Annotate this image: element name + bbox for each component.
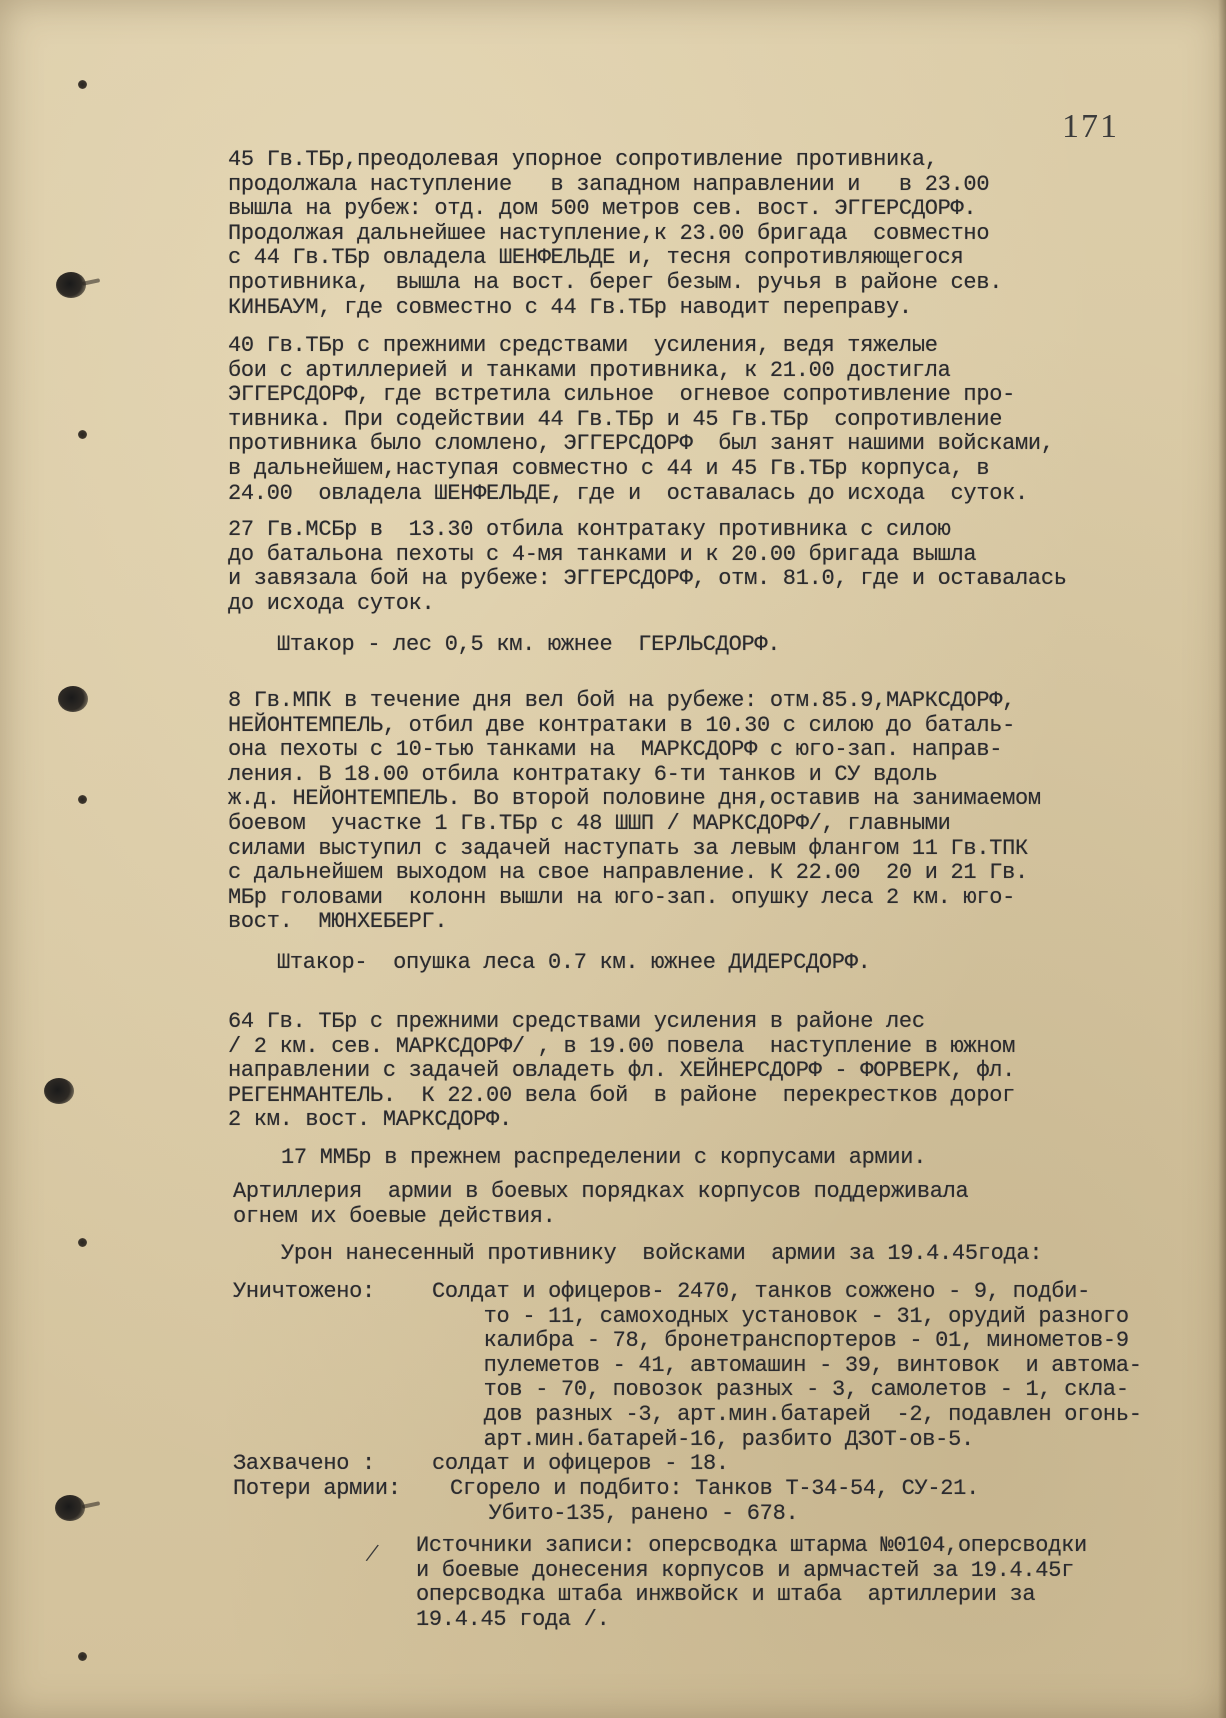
binder-hole (78, 795, 87, 804)
captured-text: солдат и офицеров - 18. (432, 1451, 729, 1476)
paragraph-artillery: Артиллерия армии в боевых порядках корпусов поддерживала огнем их боевые действия. (233, 1179, 969, 1229)
binder-hole (78, 1652, 87, 1661)
losses-label: Потери армии: (233, 1476, 401, 1501)
paragraph-shtakor-2: Штакор- опушка леса 0.7 км. южнее ДИДЕРСДОРФ. (277, 950, 871, 975)
binder-hole (56, 272, 86, 298)
destroyed-text: Солдат и офицеров- 2470, танков сожжено - 9, подби- то - 11, самоходных установок - 31, орудий разного калибра - 78, бронетранспортеров - 01, минометов-9 пулеметов - 41, автомашин - 39, винтовок и автома- тов - 70, повозок разных - 3, самолетов - 1, скла- дов разных -3, арт.мин.батарей -2, подавлен огонь- арт.мин.батарей-16, разбито ДЗОТ-ов-5. (432, 1279, 1142, 1452)
binder-hole (78, 80, 87, 89)
binder-hole (78, 430, 87, 439)
paper-tear (82, 1501, 100, 1509)
binder-hole (44, 1078, 74, 1104)
binder-hole (78, 1238, 87, 1247)
paragraph-27-gv-msbr: 27 Гв.МСБр в 13.30 отбила контратаку противника с силою до батальона пехоты с 4-мя танками и к 20.00 бригада вышла и завязала бой на рубеже: ЭГГЕРСДОРФ, отм. 81.0, где и оставалась до исхода суток. (228, 517, 1067, 616)
paragraph-64-gv-tbr: 64 Гв. ТБр с прежними средствами усиления в районе лес / 2 км. сев. МАРКСДОРФ/ , в 19.00 повела наступление в южном направлении с задачей овладеть фл. ХЕЙНЕРСДОРФ - ФОРВЕРК, фл. РЕГЕНМАНТЕЛЬ. К 22.00 вела бой в районе перекрестков дорог 2 км. вост. МАРКСДОРФ. (228, 1009, 1016, 1133)
binder-hole (58, 686, 88, 712)
paragraph-losses-header: Урон нанесенный противнику войсками армии за 19.4.45года: (281, 1241, 1043, 1266)
binder-hole (55, 1495, 85, 1521)
page-edge-shadow (1218, 0, 1226, 1718)
sources-note: Источники записи: оперсводка штарма №0104,оперсводки и боевые донесения корпусов и армчастей за 19.4.45г оперсводка штаба инжвойск и штаба артиллерии за 19.4.45 года /. (416, 1533, 1087, 1632)
paragraph-40-gv-tbr: 40 Гв.ТБр с прежними средствами усиления, ведя тяжелые бои с артиллерией и танками противника, к 21.00 достигла ЭГГЕРСДОРФ, где встретила сильное огневое сопротивление про- тивника. При содействии 44 Гв.ТБр и 45 Гв.ТБр сопротивление противника было сломлено, ЭГГЕРСДОРФ был занят нашими войсками, в дальнейшем,наступая совместно с 44 и 45 Гв.ТБр корпуса, в 24.00 овладела ШЕНФЕЛЬДЕ, где и оставалась до исхода суток. (228, 333, 1054, 506)
margin-mark: / (363, 1537, 381, 1570)
paragraph-8-gv-mpk: 8 Гв.МПК в течение дня вел бой на рубеже: отм.85.9,МАРКСДОРФ, НЕЙОНТЕМПЕЛЬ, отбил две контратаки в 10.30 с силою до баталь- она пехоты с 10-тью танками на МАРКСДОРФ с юго-зап. направ- ления. В 18.00 отбила контратаку 6-ти танков и СУ вдоль ж.д. НЕЙОНТЕМПЕЛЬ. Во второй половине дня,оставив на занимаемом боевом участке 1 Гв.ТБр с 48 ШШП / МАРКСДОРФ/, главными силами выступил с задачей наступать за левым флангом 11 Гв.ТПК с дальнейшем выходом на свое направление. К 22.00 20 и 21 Гв. МБр головами колонн вышли на юго-зап. опушку леса 2 км. юго- вост. МЮНХЕБЕРГ. (228, 688, 1041, 935)
paragraph-45-gv-tbr: 45 Гв.ТБр,преодолевая упорное сопротивление противника, продолжала наступление в западном направлении и в 23.00 вышла на рубеж: отд. дом 500 метров сев. вост. ЭГГЕРСДОРФ. Продолжая дальнейшее наступление,к 23.00 бригада совместно с 44 Гв.ТБр овладела ШЕНФЕЛЬДЕ и, тесня сопротивляющегося противника, вышла на вост. берег безым. ручья в районе сев. КИНБАУМ, где совместно с 44 Гв.ТБр наводит переправу. (228, 147, 1003, 320)
losses-text: Сгорело и подбито: Танков Т-34-54, СУ-21. Убито-135, ранено - 678. (450, 1476, 979, 1526)
destroyed-label: Уничтожено: (233, 1279, 375, 1304)
paragraph-shtakor-1: Штакор - лес 0,5 км. южнее ГЕРЛЬСДОРФ. (277, 632, 781, 657)
page-number: 171 (1062, 108, 1119, 145)
paragraph-17-mmbr: 17 ММБр в прежнем распределении с корпусами армии. (281, 1145, 927, 1170)
captured-label: Захвачено : (233, 1451, 375, 1476)
